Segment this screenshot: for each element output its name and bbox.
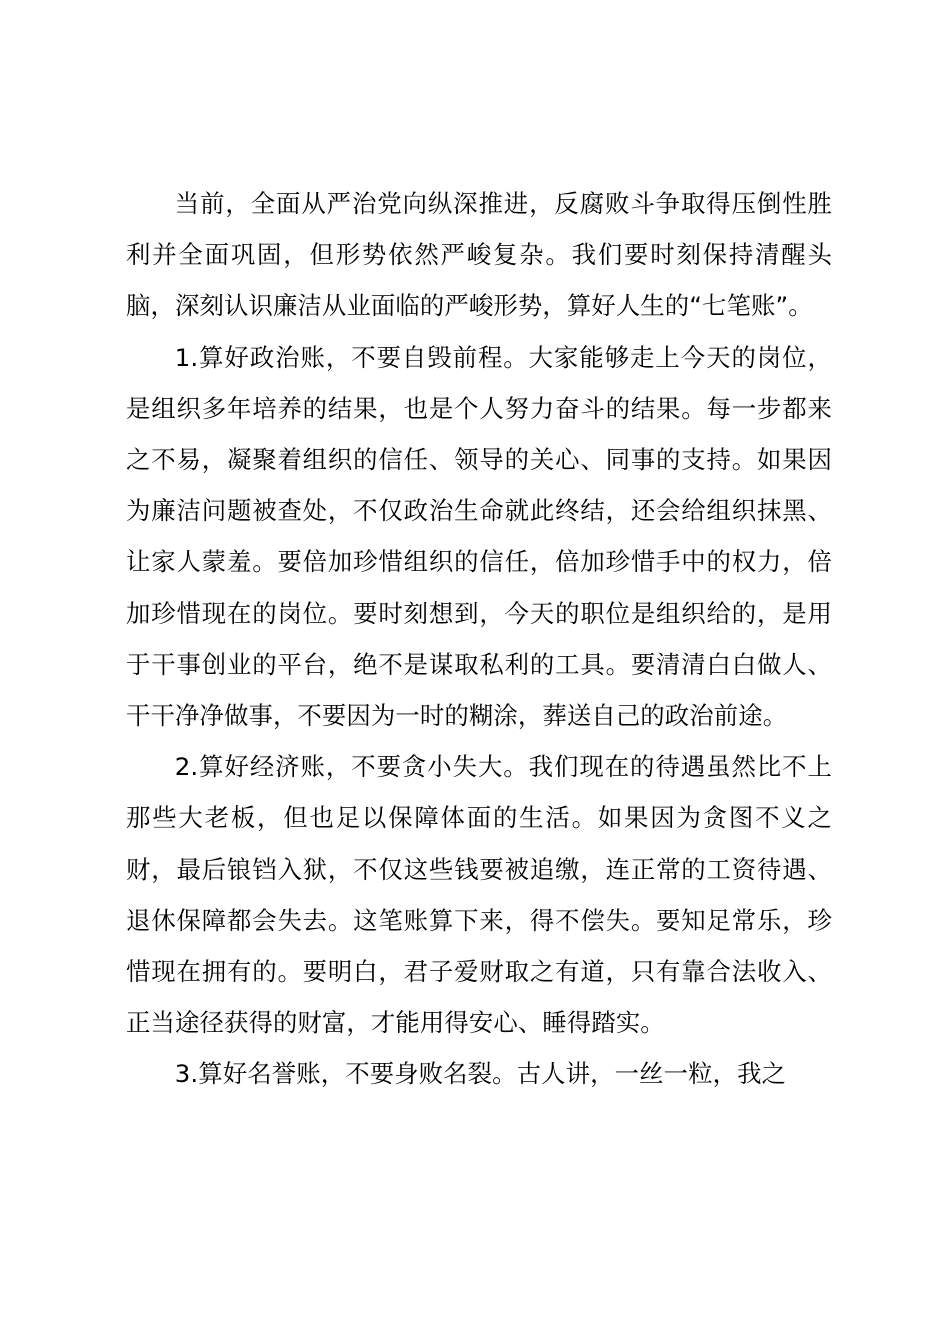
paragraph-item-1: 1.算好政治账，不要自毁前程。大家能够走上今天的岗位，是组织多年培养的结果，也是个人努力奋斗的结果。每一步都来之不易，凝聚着组织的信任、领导的关心、同事的支持。如果因为廉洁问题被查处，不仅政治生命就此终结，还会给组织抹黑、让家人蒙羞。要倍加珍惜组织的信任，倍加珍惜手中的权力，倍加珍惜现在的岗位。要时刻想到，今天的职位是组织给的，是用于干事创业的平台，绝不是谋取私利的工具。要清清白白做人、干干净净做事，不要因为一时的糊涂，葬送自己的政治前途。 [126, 342, 832, 731]
paragraph-intro: 当前，全面从严治党向纵深推进，反腐败斗争取得压倒性胜利并全面巩固，但形势依然严峻复杂。我们要时刻保持清醒头脑，深刻认识廉洁从业面临的严峻形势，算好人生的“七笔账”。 [126, 189, 832, 321]
paragraph-item-2: 2.算好经济账，不要贪小失大。我们现在的待遇虽然比不上那些大老板，但也足以保障体面的生活。如果因为贪图不义之财，最后锒铛入狱，不仅这些钱要被追缴，连正常的工资待遇、退休保障都会失去。这笔账算下来，得不偿失。要知足常乐，珍惜现在拥有的。要明白，君子爱财取之有道，只有靠合法收入、正当途径获得的财富，才能用得安心、睡得踏实。 [126, 752, 832, 1038]
paragraph-item-3: 3.算好名誉账，不要身败名裂。古人讲，一丝一粒，我之 [174, 1059, 787, 1089]
document-text-body [126, 178, 832, 1100]
